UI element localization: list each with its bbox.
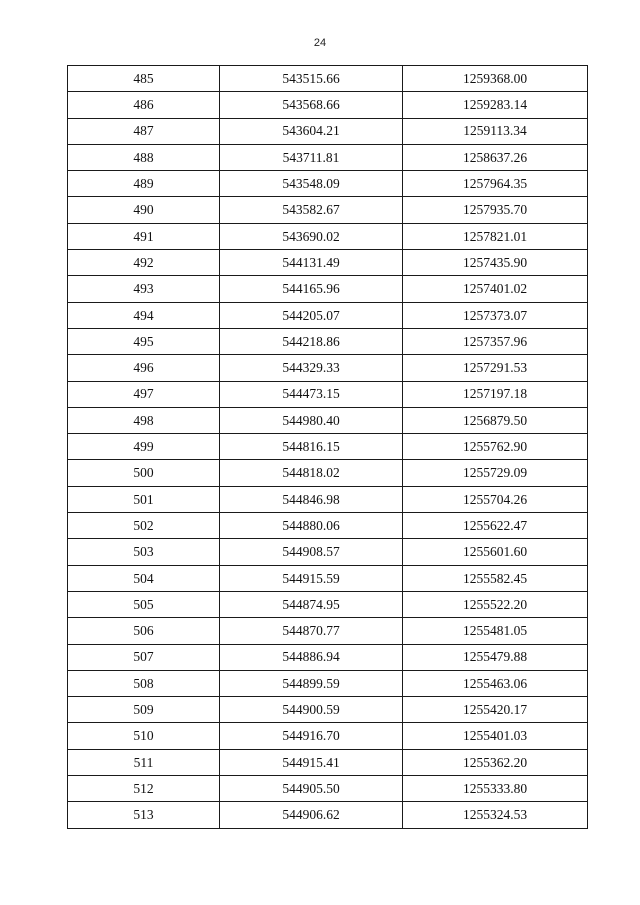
table-row bbox=[68, 670, 588, 696]
y-coordinate-cell: 1255463.06 bbox=[403, 670, 588, 696]
table-row bbox=[68, 118, 588, 144]
point-number-cell: 495 bbox=[68, 328, 220, 354]
x-coordinate-cell: 544900.59 bbox=[220, 697, 403, 723]
y-coordinate-cell: 1257401.02 bbox=[403, 276, 588, 302]
point-number-cell: 501 bbox=[68, 486, 220, 512]
point-number-cell: 493 bbox=[68, 276, 220, 302]
table-row bbox=[68, 144, 588, 170]
point-number-cell: 505 bbox=[68, 591, 220, 617]
coordinates-table bbox=[67, 65, 588, 829]
table-row bbox=[68, 513, 588, 539]
table-row bbox=[68, 776, 588, 802]
table-row bbox=[68, 92, 588, 118]
x-coordinate-cell: 544818.02 bbox=[220, 460, 403, 486]
x-coordinate-cell: 544846.98 bbox=[220, 486, 403, 512]
y-coordinate-cell: 1257291.53 bbox=[403, 355, 588, 381]
table-row bbox=[68, 250, 588, 276]
point-number-cell: 497 bbox=[68, 381, 220, 407]
point-number-cell: 494 bbox=[68, 302, 220, 328]
x-coordinate-cell: 544915.59 bbox=[220, 565, 403, 591]
point-number-cell: 512 bbox=[68, 776, 220, 802]
y-coordinate-cell: 1255420.17 bbox=[403, 697, 588, 723]
x-coordinate-cell: 544899.59 bbox=[220, 670, 403, 696]
x-coordinate-cell: 544870.77 bbox=[220, 618, 403, 644]
table-row bbox=[68, 223, 588, 249]
point-number-cell: 506 bbox=[68, 618, 220, 644]
x-coordinate-cell: 544915.41 bbox=[220, 749, 403, 775]
table-row bbox=[68, 460, 588, 486]
point-number-cell: 498 bbox=[68, 407, 220, 433]
table-row bbox=[68, 697, 588, 723]
table-row bbox=[68, 591, 588, 617]
x-coordinate-cell: 543515.66 bbox=[220, 66, 403, 92]
table-row bbox=[68, 197, 588, 223]
x-coordinate-cell: 543568.66 bbox=[220, 92, 403, 118]
x-coordinate-cell: 543548.09 bbox=[220, 171, 403, 197]
x-coordinate-cell: 544473.15 bbox=[220, 381, 403, 407]
point-number-cell: 510 bbox=[68, 723, 220, 749]
point-number-cell: 513 bbox=[68, 802, 220, 828]
y-coordinate-cell: 1257373.07 bbox=[403, 302, 588, 328]
x-coordinate-cell: 543711.81 bbox=[220, 144, 403, 170]
table-row bbox=[68, 486, 588, 512]
x-coordinate-cell: 544880.06 bbox=[220, 513, 403, 539]
x-coordinate-cell: 544874.95 bbox=[220, 591, 403, 617]
table-row bbox=[68, 302, 588, 328]
x-coordinate-cell: 544205.07 bbox=[220, 302, 403, 328]
point-number-cell: 511 bbox=[68, 749, 220, 775]
y-coordinate-cell: 1257357.96 bbox=[403, 328, 588, 354]
point-number-cell: 489 bbox=[68, 171, 220, 197]
point-number-cell: 508 bbox=[68, 670, 220, 696]
y-coordinate-cell: 1255582.45 bbox=[403, 565, 588, 591]
table-row bbox=[68, 749, 588, 775]
y-coordinate-cell: 1255479.88 bbox=[403, 644, 588, 670]
point-number-cell: 492 bbox=[68, 250, 220, 276]
y-coordinate-cell: 1257935.70 bbox=[403, 197, 588, 223]
point-number-cell: 507 bbox=[68, 644, 220, 670]
table-row bbox=[68, 276, 588, 302]
x-coordinate-cell: 543604.21 bbox=[220, 118, 403, 144]
table-row bbox=[68, 618, 588, 644]
x-coordinate-cell: 544131.49 bbox=[220, 250, 403, 276]
y-coordinate-cell: 1256879.50 bbox=[403, 407, 588, 433]
y-coordinate-cell: 1257197.18 bbox=[403, 381, 588, 407]
x-coordinate-cell: 544165.96 bbox=[220, 276, 403, 302]
point-number-cell: 490 bbox=[68, 197, 220, 223]
x-coordinate-cell: 544980.40 bbox=[220, 407, 403, 433]
point-number-cell: 500 bbox=[68, 460, 220, 486]
y-coordinate-cell: 1257964.35 bbox=[403, 171, 588, 197]
table-row bbox=[68, 644, 588, 670]
y-coordinate-cell: 1255401.03 bbox=[403, 723, 588, 749]
x-coordinate-cell: 543690.02 bbox=[220, 223, 403, 249]
point-number-cell: 485 bbox=[68, 66, 220, 92]
table-row bbox=[68, 407, 588, 433]
page-number: 24 bbox=[313, 37, 327, 49]
table-row bbox=[68, 171, 588, 197]
point-number-cell: 504 bbox=[68, 565, 220, 591]
y-coordinate-cell: 1255481.05 bbox=[403, 618, 588, 644]
coordinates-table-body bbox=[68, 66, 588, 829]
y-coordinate-cell: 1257435.90 bbox=[403, 250, 588, 276]
y-coordinate-cell: 1255522.20 bbox=[403, 591, 588, 617]
x-coordinate-cell: 544905.50 bbox=[220, 776, 403, 802]
y-coordinate-cell: 1259283.14 bbox=[403, 92, 588, 118]
y-coordinate-cell: 1255324.53 bbox=[403, 802, 588, 828]
point-number-cell: 496 bbox=[68, 355, 220, 381]
y-coordinate-cell: 1255622.47 bbox=[403, 513, 588, 539]
x-coordinate-cell: 544908.57 bbox=[220, 539, 403, 565]
y-coordinate-cell: 1255729.09 bbox=[403, 460, 588, 486]
table-row bbox=[68, 381, 588, 407]
point-number-cell: 491 bbox=[68, 223, 220, 249]
y-coordinate-cell: 1255601.60 bbox=[403, 539, 588, 565]
x-coordinate-cell: 544816.15 bbox=[220, 434, 403, 460]
y-coordinate-cell: 1255762.90 bbox=[403, 434, 588, 460]
point-number-cell: 488 bbox=[68, 144, 220, 170]
point-number-cell: 502 bbox=[68, 513, 220, 539]
point-number-cell: 509 bbox=[68, 697, 220, 723]
table-row bbox=[68, 802, 588, 828]
y-coordinate-cell: 1257821.01 bbox=[403, 223, 588, 249]
table-row bbox=[68, 723, 588, 749]
x-coordinate-cell: 544916.70 bbox=[220, 723, 403, 749]
x-coordinate-cell: 543582.67 bbox=[220, 197, 403, 223]
table-row bbox=[68, 434, 588, 460]
table-row bbox=[68, 565, 588, 591]
x-coordinate-cell: 544329.33 bbox=[220, 355, 403, 381]
point-number-cell: 503 bbox=[68, 539, 220, 565]
table-row bbox=[68, 539, 588, 565]
point-number-cell: 486 bbox=[68, 92, 220, 118]
y-coordinate-cell: 1258637.26 bbox=[403, 144, 588, 170]
point-number-cell: 499 bbox=[68, 434, 220, 460]
y-coordinate-cell: 1259368.00 bbox=[403, 66, 588, 92]
x-coordinate-cell: 544886.94 bbox=[220, 644, 403, 670]
point-number-cell: 487 bbox=[68, 118, 220, 144]
table-row bbox=[68, 355, 588, 381]
table-row bbox=[68, 66, 588, 92]
y-coordinate-cell: 1255333.80 bbox=[403, 776, 588, 802]
y-coordinate-cell: 1255704.26 bbox=[403, 486, 588, 512]
y-coordinate-cell: 1255362.20 bbox=[403, 749, 588, 775]
table-row bbox=[68, 328, 588, 354]
y-coordinate-cell: 1259113.34 bbox=[403, 118, 588, 144]
x-coordinate-cell: 544906.62 bbox=[220, 802, 403, 828]
x-coordinate-cell: 544218.86 bbox=[220, 328, 403, 354]
